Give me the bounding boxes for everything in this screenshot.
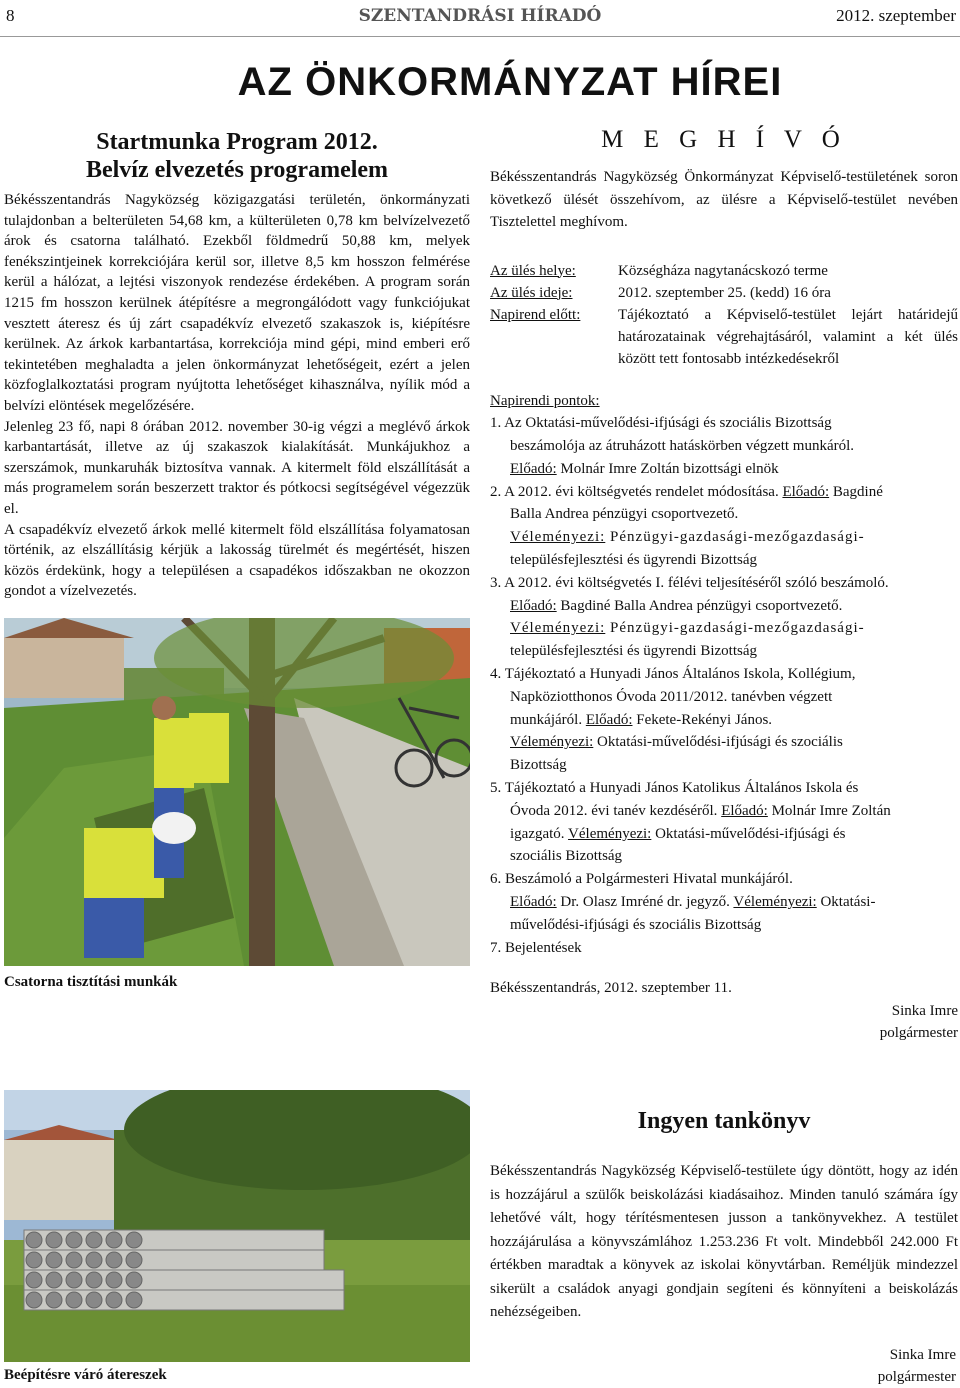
presenter-label: Előadó:: [585, 711, 633, 728]
agenda-item-3-opinion-b: településfejlesztési és ügyrendi Bizottság: [510, 643, 758, 660]
meghivo-date-place: Békésszentandrás, 2012. szeptember 11.: [490, 980, 732, 997]
opinion-label: Véleményezi:: [733, 894, 817, 911]
agenda-item-2-opinion-b: településfejlesztési és ügyrendi Bizottság: [510, 552, 758, 569]
meeting-time-label: Az ülés ideje:: [490, 284, 573, 301]
presenter-label: Előadó:: [510, 460, 557, 477]
agenda-item-7: 7. Bejelentések: [490, 939, 582, 956]
article-paragraph-2: Jelenleg 23 fő, napi 8 órában 2012. november 30-ig végzi a meglévő árkok karbantartását, illetve az új szakaszok kialakítását. Munkájukhoz a szerszámok, munkaruhák biztosítva vannak. A kitermelt föld elszállítását a más programelem során beszerzett traktor és pótkocsi segítségével végezzük el.: [4, 418, 470, 517]
opinion-label: Véleményezi:: [510, 529, 606, 546]
masthead-logo: SZENTANDRÁSI HÍRADÓ: [358, 6, 602, 26]
agenda-item-3: [490, 572, 958, 663]
agenda-item-4-opinion: [490, 731, 958, 754]
agenda-item-2-opinion: [490, 526, 958, 549]
tankonyv-signer: Sinka Imre: [889, 1347, 956, 1363]
article-paragraph-3: A csapadékvíz elvezető árkok mellé kitermelt föld elszállítása folyamatosan történik, az elszállításig kérjük a lakosság türelmét és megértését, hiszen közös érdekünk, hogy a településen a csapadékos időszakban ne okozzon gondot a vízelvezetés.: [4, 521, 470, 600]
agenda-item-3-title: 3. A 2012. évi költségvetés I. félévi teljesítéséről szóló beszámoló.: [490, 574, 889, 591]
presenter-label: Előadó:: [510, 597, 557, 614]
photo-culverts: [4, 1090, 470, 1362]
photo-ditch-cleaning: [4, 618, 470, 966]
meeting-place-row: [490, 260, 958, 282]
opinion-committee: Oktatási-: [816, 894, 876, 911]
agenda-item-4-title-c: munkájáról.: [510, 711, 586, 728]
agenda-item-5-presenter: [490, 800, 958, 823]
agenda-item-6-presenter: [490, 891, 958, 914]
article-paragraph-1: Békésszentandrás Nagyközség közigazgatási területén, önkormányzati tulajdonban a belterületen 54,68 km, a külterületen 0,78 km belvízelvezető árok és csatorna található. Ezekből földmedrű 50,88 km, melyek fenékszintjeinek korrekciójára kerül sor, illetve 8,5 km hosszon felmérése kerül a hálózat, a lejtési viszonyok rendezése érdekében. A program során 1215 fm hosszon kerülnek átépítésre a megrongálódott vagy funkciójukat vesztett áteresz és új zárt csapadékvíz elvezető szakaszok is, kiépítésre kerülnek. Az árkok karbantartása, korrekciója mind gépi, mind emberi erő tekintetében meghaladta a jelen önkormányzat lehetőségeit, ezért a jelen közfoglalkoztatási program nyújtotta lehetőséget kihasználva, nyílik mód a belvízi elöntések megelőzésére.: [4, 192, 470, 414]
pre-agenda-label: Napirend előtt:: [490, 306, 581, 323]
agenda-item-4: [490, 663, 958, 777]
agenda-item-4-presenter: [490, 709, 958, 732]
meeting-place-value: Községháza nagytanácskozó terme: [618, 262, 828, 279]
tankonyv-signer-title: polgármester: [877, 1369, 956, 1385]
presenter-label: Előadó:: [782, 483, 830, 500]
tankonyv-signature: [878, 1344, 956, 1388]
meeting-place-label: Az ülés helye:: [490, 262, 576, 279]
article-title-line1: Startmunka Program 2012.: [96, 129, 378, 155]
agenda-item-5-title-c: igazgató.: [510, 825, 569, 842]
opinion-committee: Oktatási-művelődési-ifjúsági és szociális: [593, 734, 843, 751]
agenda-item-5: [490, 777, 958, 868]
opinion-label: Véleményezi:: [568, 825, 652, 842]
pre-agenda-value: Tájékoztató a Képviselő-testület lejárt határidejű határozatainak végrehajtásáról, valamint a két ülés között tett fontosabb intézkedésekről: [618, 306, 958, 367]
presenter-label: Előadó:: [721, 802, 768, 819]
agenda-item-5-opinion-b: szociális Bizottság: [510, 848, 623, 865]
page-header: [0, 0, 960, 37]
photo-caption-1: Csatorna tisztítási munkák: [4, 974, 178, 990]
agenda-item-1-title: 1. Az Oktatási-művelődési-ifjúsági és szociális Bizottság: [490, 415, 832, 432]
pre-agenda-row: [490, 304, 958, 370]
meghivo-signer-title: polgármester: [879, 1025, 958, 1042]
agenda-item-3-opinion: [490, 617, 958, 640]
agenda-item-2-title: [490, 481, 958, 504]
article-body: [4, 190, 470, 602]
agenda-item-1-title-b: beszámolója az átruházott hatáskörben végzett munkáról.: [510, 438, 855, 455]
meeting-time-row: [490, 282, 958, 304]
issue-date: 2012. szeptember: [836, 6, 956, 25]
agenda-item-5-opinion: [490, 823, 958, 846]
agenda-item-3-presenter: [490, 595, 958, 618]
presenter-name: Molnár Imre Zoltán: [767, 802, 891, 819]
agenda-item-4-title-b: Napköziotthonos Óvoda 2011/2012. tanévben végzett: [510, 688, 833, 705]
agenda-item-5-title: 5. Tájékoztató a Hunyadi János Katolikus Általános Iskola és: [490, 780, 859, 797]
presenter-name: Bagdiné: [829, 483, 883, 500]
agenda-item-5-title-b: Óvoda 2012. évi tanév kezdéséről.: [510, 802, 722, 819]
opinion-committee: Pénzügyi-gazdasági-mezőgazdasági-: [605, 620, 865, 637]
agenda-item-2: [490, 481, 958, 572]
photo-caption-2: Beépítésre váró átereszek: [4, 1367, 167, 1383]
presenter-name: Molnár Imre Zoltán bizottsági elnök: [556, 460, 779, 477]
agenda-item-6-title: 6. Beszámoló a Polgármesteri Hivatal munkájáról.: [490, 871, 793, 888]
agenda-item-1: [490, 412, 958, 480]
opinion-committee: Pénzügyi-gazdasági-mezőgazdasági-: [605, 529, 865, 546]
meghivo-title: M E G H Í V Ó: [601, 126, 847, 153]
presenter-name: Dr. Olasz Imréné dr. jegyző.: [556, 894, 734, 911]
ditch-cleaning-image: [4, 618, 470, 966]
agenda-item-2-text: 2. A 2012. évi költségvetés rendelet módosítása.: [490, 483, 783, 500]
meghivo-intro: Békésszentandrás Nagyközség Önkormányzat Képviselő-testületének soron következő ülését összehívom, az ülésre a Képviselő-testület nevében Tisztelettel meghívom.: [490, 169, 958, 230]
opinion-committee: Oktatási-művelődési-ifjúsági és: [651, 825, 846, 842]
agenda-item-4-opinion-b: Bizottság: [510, 757, 567, 774]
page-number: 8: [6, 6, 15, 25]
tankonyv-body: Békésszentandrás Nagyközség Képviselő-testülete úgy döntött, hogy az idén is hozzájárul a szülők beiskolázási kiadásaihoz. Minden tanuló számára így lehetővé vált, hogy térítésmentesen jusson a tankönyvekhez. A testület hozzájárulása a könyvszámlához 1.253.236 Ft volt. Mindebből 242.000 Ft értékben maradtak a könyvek az iskolai könyvtárban. Reméljük mindezzel sikerült a családok anyagi gondjain segíteni és könnyíteni a beiskolázás nehézségeiben.: [490, 1163, 958, 1320]
agenda-item-6: [490, 868, 958, 936]
article-title-line2: Belvíz elvezetés programelem: [85, 157, 389, 183]
agenda-heading: Napirendi pontok:: [490, 392, 600, 409]
section-title: AZ ÖNKORMÁNYZAT HÍREI: [237, 60, 783, 104]
opinion-label: Véleményezi:: [510, 734, 594, 751]
agenda-item-6-opinion-b: művelődési-ifjúsági és szociális Bizottság: [510, 916, 762, 933]
presenter-name: Fekete-Rekényi János.: [632, 711, 773, 728]
agenda-item-4-title: 4. Tájékoztató a Hunyadi János Általános Iskola, Kollégium,: [490, 666, 856, 683]
meeting-time-value: 2012. szeptember 25. (kedd) 16 óra: [618, 284, 831, 301]
meghivo-section: [490, 126, 958, 1044]
presenter-name: Bagdiné Balla Andrea pénzügyi csoportvezető.: [556, 597, 843, 614]
presenter-label: Előadó:: [510, 894, 557, 911]
tankonyv-title: Ingyen tankönyv: [637, 1108, 811, 1134]
culverts-image: [4, 1090, 470, 1362]
opinion-label: Véleményezi:: [510, 620, 606, 637]
agenda-item-2-presenter-b: Balla Andrea pénzügyi csoportvezető.: [510, 506, 739, 523]
meghivo-signer: Sinka Imre: [891, 1003, 958, 1020]
agenda-item-1-presenter: [490, 458, 958, 481]
startmunka-article: [4, 128, 470, 602]
